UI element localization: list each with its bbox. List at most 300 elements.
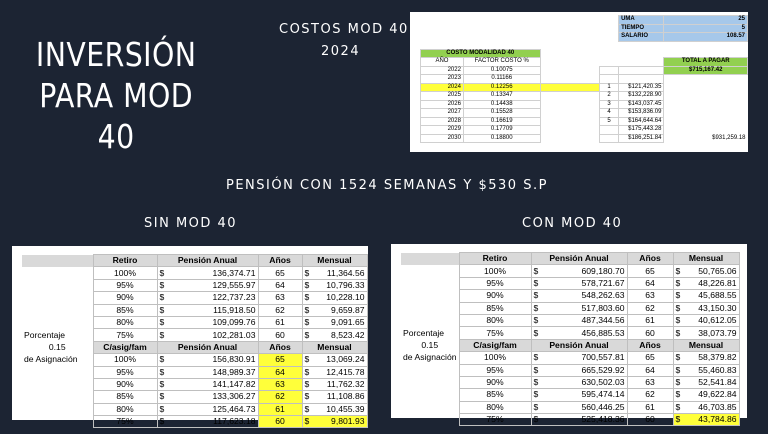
header-casig: C/asig/fam	[459, 339, 531, 351]
payment-number: 1	[599, 83, 618, 92]
table-row	[421, 24, 748, 33]
blank-cell	[664, 126, 748, 135]
blank-cell	[421, 33, 464, 42]
currency-sign: $	[302, 391, 315, 403]
table-row	[401, 290, 739, 302]
retiro-pct: 100%	[93, 267, 157, 279]
header-mensual: Mensual	[302, 255, 367, 267]
anos: 61	[627, 401, 673, 413]
currency-sign: $	[302, 416, 315, 428]
anos: 60	[627, 327, 673, 339]
mensual: 38,073.79	[686, 327, 739, 339]
table-row	[22, 304, 367, 316]
table-row	[22, 391, 367, 403]
currency-sign: $	[157, 416, 170, 428]
header-pension-anual: Pensión Anual	[157, 255, 258, 267]
pct-value: 0.15	[22, 341, 93, 353]
blank-cell	[22, 366, 93, 378]
blank-cell	[664, 109, 748, 118]
currency-sign: $	[302, 279, 315, 291]
currency-sign: $	[157, 354, 170, 366]
retiro-pct: 80%	[459, 314, 531, 326]
blank-cell	[22, 279, 93, 291]
currency-sign: $	[302, 316, 315, 328]
table-row	[421, 33, 748, 42]
porcentaje-label: Porcentaje	[24, 329, 66, 340]
payment-number	[599, 66, 618, 75]
currency-sign: $	[673, 314, 686, 326]
table-row	[421, 117, 748, 126]
year: 2026	[421, 100, 464, 109]
currency-sign: $	[157, 316, 170, 328]
porcentaje-label: Porcentaje	[403, 327, 445, 338]
table-row	[401, 389, 739, 401]
retiro-pct: 100%	[93, 354, 157, 366]
param-value: 25	[664, 16, 748, 25]
anos: 62	[627, 389, 673, 401]
asignacion-label: de Asignación	[403, 352, 457, 363]
blank-cell	[540, 92, 599, 101]
table-row	[401, 327, 739, 339]
pension-anual: 700,557.81	[544, 352, 627, 364]
mensual: 9,801.93	[315, 416, 367, 428]
asignacion-label: de Asignación	[24, 354, 78, 365]
blank-cell	[540, 134, 599, 143]
con-mod40-heading: CON MOD 40	[522, 216, 623, 231]
blank-cell	[463, 33, 540, 42]
table-row	[421, 126, 748, 135]
grand-total: $931,259.18	[712, 134, 746, 141]
currency-sign: $	[157, 403, 170, 415]
currency-sign: $	[157, 267, 170, 279]
table-row	[401, 314, 739, 326]
currency-sign: $	[673, 265, 686, 277]
blank-cell	[599, 58, 618, 67]
anos: 62	[627, 302, 673, 314]
blank-cell	[619, 49, 664, 58]
blank-cell	[540, 75, 599, 84]
pension-anual: 595,474.14	[544, 389, 627, 401]
factor: 0.13347	[463, 92, 540, 101]
blank-cell	[540, 66, 599, 75]
retiro-pct: 85%	[459, 302, 531, 314]
currency-sign: $	[673, 327, 686, 339]
table-row	[22, 341, 367, 353]
con-mod40-table	[401, 252, 740, 426]
payment-number: 3	[599, 100, 618, 109]
blank-cell	[421, 16, 464, 25]
factor: 0.14438	[463, 100, 540, 109]
pension-anual: 141,147.82	[170, 378, 258, 390]
retiro-pct: 80%	[459, 401, 531, 413]
retiro-pct: 95%	[459, 277, 531, 289]
pension-anual: 129,555.97	[170, 279, 258, 291]
blank-cell	[540, 49, 599, 58]
blank-cell	[463, 16, 540, 25]
currency-sign: $	[673, 376, 686, 388]
currency-sign: $	[302, 267, 315, 279]
header-anos: Años	[258, 341, 302, 353]
mensual: 10,228.10	[315, 292, 367, 304]
retiro-pct: 95%	[93, 366, 157, 378]
blank-cell	[664, 100, 748, 109]
currency-sign: $	[302, 329, 315, 341]
mensual: 11,762.32	[315, 378, 367, 390]
param-label: UMA	[619, 16, 664, 25]
total-value: $715,167.42	[664, 66, 748, 75]
retiro-pct: 100%	[459, 265, 531, 277]
blank-cell	[401, 376, 459, 388]
payment-amount: $132,228.90	[619, 92, 664, 101]
retiro-pct: 80%	[93, 316, 157, 328]
mensual: 48,226.81	[686, 277, 739, 289]
currency-sign: $	[302, 292, 315, 304]
pension-anual: 609,180.70	[544, 265, 627, 277]
table-row	[401, 352, 739, 364]
table-row	[421, 16, 748, 25]
mensual: 10,796.33	[315, 279, 367, 291]
header-mensual: Mensual	[673, 339, 739, 351]
header-pension-anual: Pensión Anual	[157, 341, 258, 353]
table-row	[401, 253, 739, 265]
blank-cell	[401, 265, 459, 277]
currency-sign: $	[531, 414, 544, 426]
factor: 0.18800	[463, 134, 540, 143]
header-anos: Años	[627, 339, 673, 351]
table-row	[22, 316, 367, 328]
table-row	[22, 255, 367, 267]
anos: 63	[258, 378, 302, 390]
table-row	[401, 277, 739, 289]
pension-anual: 136,374.71	[170, 267, 258, 279]
param-value: 108.57	[664, 33, 748, 42]
currency-sign: $	[302, 378, 315, 390]
sin-mod40-heading: SIN MOD 40	[144, 216, 238, 231]
retiro-pct: 90%	[93, 292, 157, 304]
table-row	[401, 302, 739, 314]
header-pension-anual: Pensión Anual	[531, 339, 627, 351]
pension-anual: 560,446.25	[544, 401, 627, 413]
table-row	[22, 354, 367, 366]
currency-sign: $	[531, 290, 544, 302]
factor: 0.16619	[463, 117, 540, 126]
currency-sign: $	[157, 366, 170, 378]
currency-sign: $	[157, 292, 170, 304]
table-row	[421, 75, 748, 84]
blank-cell	[401, 302, 459, 314]
retiro-pct: 75%	[93, 416, 157, 428]
cost-table-title: COSTO MODALIDAD 40	[421, 49, 541, 58]
blank-cell	[540, 83, 599, 92]
payment-number	[599, 126, 618, 135]
table-row	[421, 66, 748, 75]
currency-sign: $	[531, 302, 544, 314]
table-row	[22, 366, 367, 378]
retiro-pct: 95%	[93, 279, 157, 291]
table-row	[421, 100, 748, 109]
pension-anual: 630,502.03	[544, 376, 627, 388]
blank-cell	[22, 304, 93, 316]
mensual: 12,415.78	[315, 366, 367, 378]
mensual: 50,765.06	[686, 265, 739, 277]
retiro-pct: 95%	[459, 364, 531, 376]
pension-anual: 156,830.91	[170, 354, 258, 366]
pension-anual: 109,099.76	[170, 316, 258, 328]
table-row	[421, 49, 748, 58]
blank-cell	[540, 16, 599, 25]
header-mensual: Mensual	[673, 253, 739, 265]
currency-sign: $	[531, 352, 544, 364]
mensual: 46,703.85	[686, 401, 739, 413]
table-row	[421, 41, 748, 49]
cost-heading: COSTOS MOD 40	[279, 22, 409, 37]
currency-sign: $	[673, 401, 686, 413]
payment-amount: $175,443.28	[619, 126, 664, 135]
currency-sign: $	[531, 265, 544, 277]
blank-cell	[599, 24, 618, 33]
currency-sign: $	[673, 302, 686, 314]
retiro-pct: 75%	[93, 329, 157, 341]
table-row	[22, 403, 367, 415]
year: 2028	[421, 117, 464, 126]
anos: 60	[627, 414, 673, 426]
cost-table	[420, 15, 748, 143]
currency-sign: $	[531, 277, 544, 289]
header-casig: C/asig/fam	[93, 341, 157, 353]
anos: 63	[627, 290, 673, 302]
currency-sign: $	[673, 364, 686, 376]
blank-cell	[683, 49, 747, 58]
retiro-pct: 90%	[93, 378, 157, 390]
table-row	[401, 401, 739, 413]
blank-cell	[664, 83, 748, 92]
blank-cell	[22, 378, 93, 390]
pension-anual: 125,464.73	[170, 403, 258, 415]
param-value: 5	[664, 24, 748, 33]
mensual: 43,784.86	[686, 414, 739, 426]
blank-cell	[401, 277, 459, 289]
year: 2030	[421, 134, 464, 143]
retiro-pct: 90%	[459, 376, 531, 388]
currency-sign: $	[157, 391, 170, 403]
table-row	[22, 329, 367, 341]
table-row	[401, 339, 739, 351]
mensual: 40,612.05	[686, 314, 739, 326]
header-pension-anual: Pensión Anual	[531, 253, 627, 265]
mensual: 58,379.82	[686, 352, 739, 364]
currency-sign: $	[673, 352, 686, 364]
retiro-pct: 90%	[459, 290, 531, 302]
mensual: 49,622.84	[686, 389, 739, 401]
table-row	[421, 92, 748, 101]
year: 2023	[421, 75, 464, 84]
table-row	[421, 83, 748, 92]
blank-cell	[540, 126, 599, 135]
mensual: 11,108.86	[315, 391, 367, 403]
blank-cell	[401, 364, 459, 376]
payment-amount	[619, 75, 664, 84]
currency-sign: $	[531, 389, 544, 401]
mensual: 55,460.83	[686, 364, 739, 376]
currency-sign: $	[531, 401, 544, 413]
currency-sign: $	[157, 329, 170, 341]
payment-number	[599, 134, 618, 143]
year: 2025	[421, 92, 464, 101]
anos: 64	[258, 279, 302, 291]
pension-anual: 525,418.36	[544, 414, 627, 426]
blank-cell	[401, 414, 459, 426]
currency-sign: $	[302, 403, 315, 415]
year: 2022	[421, 66, 464, 75]
blank-cell	[22, 316, 93, 328]
blank-cell	[421, 24, 464, 33]
factor: 0.10075	[463, 66, 540, 75]
table-row	[22, 378, 367, 390]
table-row	[421, 109, 748, 118]
cost-sheet	[410, 12, 748, 152]
con-mod40-sheet	[391, 244, 747, 425]
pension-anual: 122,737.23	[170, 292, 258, 304]
payment-amount: $186,251.84	[619, 134, 664, 143]
retiro-pct: 75%	[459, 327, 531, 339]
pension-anual: 148,989.37	[170, 366, 258, 378]
header-mensual: Mensual	[302, 341, 367, 353]
payment-amount: $121,420.35	[619, 83, 664, 92]
currency-sign: $	[157, 279, 170, 291]
retiro-pct: 75%	[459, 414, 531, 426]
anos: 62	[258, 391, 302, 403]
anos: 60	[258, 416, 302, 428]
blank-cell	[401, 253, 459, 265]
retiro-pct: 100%	[459, 352, 531, 364]
blank-cell	[401, 290, 459, 302]
payment-amount	[619, 66, 664, 75]
currency-sign: $	[157, 304, 170, 316]
page-title: INVERSIÓN PARA MOD 40	[35, 35, 197, 156]
payment-amount: $143,037.45	[619, 100, 664, 109]
pension-anual: 117,623.18	[170, 416, 258, 428]
pension-anual: 517,803.60	[544, 302, 627, 314]
mensual: 8,523.42	[315, 329, 367, 341]
blank-cell	[540, 58, 599, 67]
currency-sign: $	[531, 314, 544, 326]
pension-anual: 665,529.92	[544, 364, 627, 376]
currency-sign: $	[302, 366, 315, 378]
blank-cell	[540, 100, 599, 109]
blank-cell	[22, 292, 93, 304]
col-year: AÑO	[421, 58, 464, 67]
anos: 61	[258, 403, 302, 415]
blank-cell	[22, 391, 93, 403]
anos: 60	[258, 329, 302, 341]
blank-cell	[619, 58, 664, 67]
year: 2027	[421, 109, 464, 118]
blank-cell	[540, 33, 599, 42]
header-anos: Años	[627, 253, 673, 265]
blank-cell	[540, 109, 599, 118]
currency-sign: $	[531, 364, 544, 376]
anos: 62	[258, 304, 302, 316]
blank-cell	[22, 255, 93, 267]
blank-cell	[401, 389, 459, 401]
year: 2029	[421, 126, 464, 135]
mensual: 9,091.65	[315, 316, 367, 328]
blank-cell	[401, 314, 459, 326]
anos: 63	[627, 376, 673, 388]
pension-anual: 487,344.56	[544, 314, 627, 326]
anos: 65	[258, 267, 302, 279]
currency-sign: $	[673, 389, 686, 401]
table-row	[22, 267, 367, 279]
table-row	[421, 134, 748, 143]
currency-sign: $	[157, 378, 170, 390]
currency-sign: $	[302, 354, 315, 366]
blank-cell	[401, 401, 459, 413]
anos: 65	[627, 352, 673, 364]
col-factor: FACTOR COSTO %	[463, 58, 540, 67]
anos: 64	[627, 364, 673, 376]
year: 2024	[421, 83, 464, 92]
header-retiro: Retiro	[459, 253, 531, 265]
currency-sign: $	[531, 327, 544, 339]
retiro-pct: 85%	[459, 389, 531, 401]
mensual: 13,069.24	[315, 354, 367, 366]
table-row	[22, 279, 367, 291]
anos: 65	[258, 354, 302, 366]
pension-anual: 102,281.03	[170, 329, 258, 341]
param-label: TIEMPO	[619, 24, 664, 33]
anos: 65	[627, 265, 673, 277]
mensual: 45,688.55	[686, 290, 739, 302]
blank-cell	[22, 403, 93, 415]
table-row	[401, 364, 739, 376]
anos: 63	[258, 292, 302, 304]
blank-cell	[421, 41, 748, 49]
anos: 64	[627, 277, 673, 289]
table-row	[401, 265, 739, 277]
pension-anual: 133,306.27	[170, 391, 258, 403]
mensual: 10,455.39	[315, 403, 367, 415]
factor: 0.15528	[463, 109, 540, 118]
blank-cell	[540, 117, 599, 126]
pct-value: 0.15	[401, 339, 459, 351]
currency-sign: $	[673, 290, 686, 302]
table-row	[22, 416, 367, 428]
mensual: 43,150.30	[686, 302, 739, 314]
payment-amount: $164,644.64	[619, 117, 664, 126]
mensual: 52,541.84	[686, 376, 739, 388]
blank-cell	[599, 49, 618, 58]
table-row	[401, 414, 739, 426]
cost-year: 2024	[321, 44, 361, 59]
payment-number: 5	[599, 117, 618, 126]
pension-anual: 456,885.53	[544, 327, 627, 339]
blank-cell	[463, 24, 540, 33]
blank-cell	[664, 92, 748, 101]
factor: 0.12256	[463, 83, 540, 92]
payment-number: 4	[599, 109, 618, 118]
subtitle: PENSIÓN CON 1524 SEMANAS Y $530 S.P	[226, 178, 548, 193]
currency-sign: $	[673, 414, 686, 426]
anos: 64	[258, 366, 302, 378]
currency-sign: $	[531, 376, 544, 388]
currency-sign: $	[302, 304, 315, 316]
blank-cell	[22, 416, 93, 428]
blank-cell	[540, 24, 599, 33]
table-row	[421, 58, 748, 67]
blank-cell	[22, 267, 93, 279]
pension-anual: 578,721.67	[544, 277, 627, 289]
